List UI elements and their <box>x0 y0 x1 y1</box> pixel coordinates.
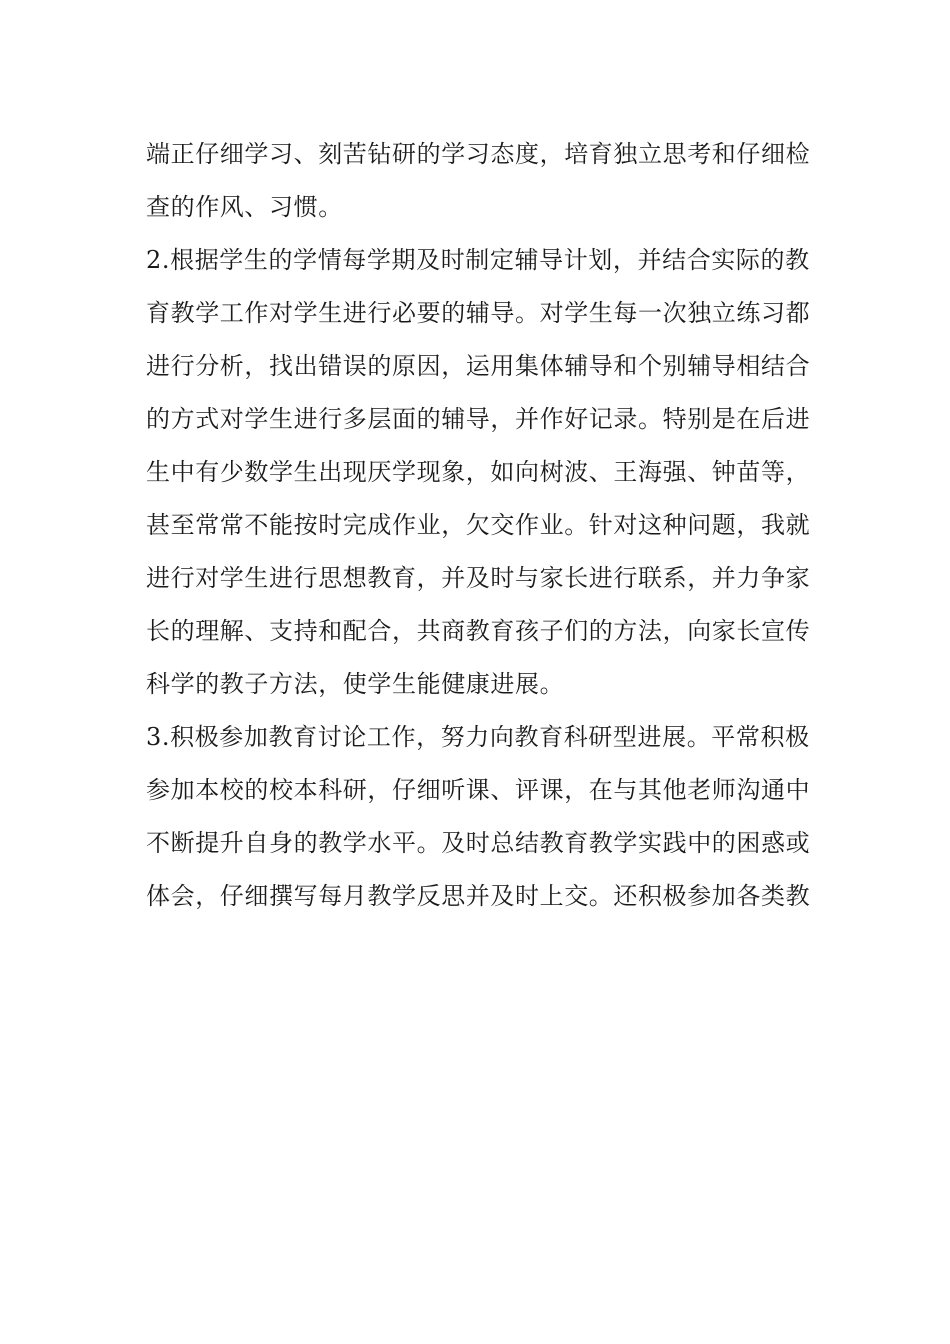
text-line: 3.积极参加教育讨论工作，努力向教育科研型进展。平常积极 <box>146 723 810 751</box>
text-line: 不断提升自身的教学水平。及时总结教育教学实践中的困惑或 <box>146 829 811 857</box>
document-body <box>146 128 818 923</box>
text-line: 育教学工作对学生进行必要的辅导。对学生每一次独立练习都 <box>146 299 811 327</box>
text-line: 查的作风、习惯。 <box>146 193 343 221</box>
text-line: 参加本校的校本科研，仔细听课、评课，在与其他老师沟通中 <box>146 776 811 804</box>
text-line: 体会，仔细撰写每月教学反思并及时上交。还积极参加各类教 <box>146 882 811 910</box>
text-line: 的方式对学生进行多层面的辅导，并作好记录。特别是在后进 <box>146 405 811 433</box>
text-line: 2.根据学生的学情每学期及时制定辅导计划，并结合实际的教 <box>146 246 810 274</box>
text-line: 甚至常常不能按时完成作业，欠交作业。针对这种问题，我就 <box>146 511 811 539</box>
text-line: 生中有少数学生出现厌学现象，如向树波、王海强、钟苗等， <box>146 458 811 486</box>
text-line: 科学的教子方法，使学生能健康进展。 <box>146 670 565 698</box>
text-line: 长的理解、支持和配合，共商教育孩子们的方法，向家长宣传 <box>146 617 811 645</box>
text-line: 进行分析，找出错误的原因，运用集体辅导和个别辅导相结合 <box>146 352 811 380</box>
text-line: 进行对学生进行思想教育，并及时与家长进行联系，并力争家 <box>146 564 811 592</box>
text-line: 端正仔细学习、刻苦钻研的学习态度，培育独立思考和仔细检 <box>146 140 811 168</box>
